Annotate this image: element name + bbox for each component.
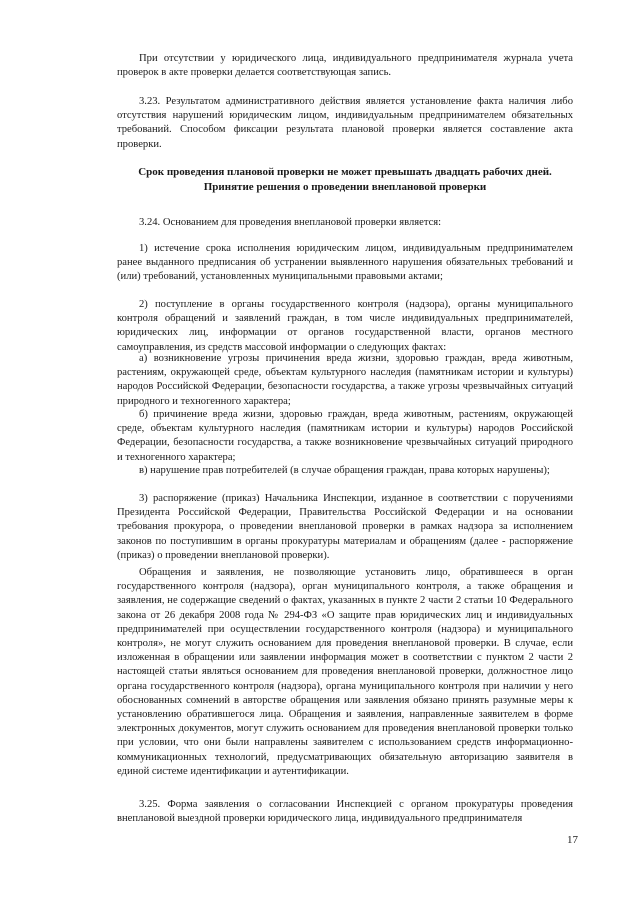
paragraph-3-24: 3.24. Основанием для проведения внеплановой проверки является: [139,217,442,228]
section-heading: Срок проведения плановой проверки не может превышать двадцать рабочих дней. Принятие решения о проведении внеплановой проверки [138,166,552,193]
paragraph-item-2a: а) возникновение угрозы причинения вреда жизни, здоровью граждан, вреда животным, растениям, окружающей среде, объектам культурного наследия (памятникам истории и культуры) народов Российской Федерации, безопасности государства, а также угрозы чрезвычайных ситуаций природного и техногенного характера; [117,353,573,407]
paragraph-item-2b: б) причинение вреда жизни, здоровью граждан, вреда животным, растениям, окружающей среде, объектам культурного наследия (памятникам истории и культуры) народов Российской Федерации, безопасности государства, а также возникновение чрезвычайных ситуаций природного и техногенного характера; [117,409,573,463]
paragraph-item-1: 1) истечение срока исполнения юридическим лицом, индивидуальным предпринимателем ранее выданного предписания об устранении выявленного нарушения обязательных требований и (или) требований, установленных муниципальными правовыми актами; [117,243,573,283]
paragraph-3-23: 3.23. Результатом административного действия является установление факта наличия либо отсутствия нарушений юридическим лицом, индивидуальным предпринимателем обязательных требований. Способом фиксации результата плановой проверки является составление акта проверки. [117,96,573,150]
paragraph-3-25: 3.25. Форма заявления о согласовании Инспекцией с органом прокуратуры проведения внеплановой выездной проверки юридического лица, индивидуального предпринимателя [117,799,573,825]
paragraph-item-2c: в) нарушение прав потребителей (в случае обращения граждан, права которых нарушены); [139,465,550,476]
paragraph-journal-absence: При отсутствии у юридического лица, индивидуального предпринимателя журнала учета проверок в акте проверки делается соответствующая запись. [117,53,573,79]
paragraph-appeals: Обращения и заявления, не позволяющие установить лицо, обратившееся в орган государственного контроля (надзора), орган муниципального контроля, а также обращения и заявления, не содержащие сведений о фактах, указанных в пункте 2 части 2 статьи 10 Федерального закона от 26 декабря 2008 года № 294-ФЗ «О защите прав юридических лиц и индивидуальных предпринимателей при осуществлении государственного контроля (надзора) и муниципального контроля», не могут служить основанием для проведения внеплановой проверки. В случае, если изложенная в обращении или заявлении информация может в соответствии с пунктом 2 части 2 настоящей статьи являться основанием для проведения внеплановой проверки, должностное лицо органа государственного контроля (надзора), органа муниципального контроля при наличии у него обоснованных сомнений в авторстве обращения или заявления обязано принять разумные меры к установлению обратившегося лица. Обращения и заявления, направленные заявителем в форме электронных документов, могут служить основанием для проведения внеплановой проверки только при условии, что они были направлены заявителем с использованием средств информационно-коммуникационных технологий, предусматривающих обязательную авторизацию заявителя в единой системе идентификации и аутентификации. [117,567,573,777]
paragraph-item-2: 2) поступление в органы государственного контроля (надзора), органы муниципального контроля обращений и заявлений граждан, в том числе индивидуальных предпринимателей, юридических лиц, информации от органов государственной власти, органов местного самоуправления, из средств массовой информации о следующих фактах: [117,299,573,353]
page-number: 17 [567,834,578,846]
paragraph-item-3: 3) распоряжение (приказ) Начальника Инспекции, изданное в соответствии с поручениями Президента Российской Федерации, Правительства Российской Федерации и на основании требования прокурора, о проведении внеплановой проверки в рамках надзора за исполнением законов по поступившим в органы прокуратуры материалам и обращениям (далее - распоряжение (приказ) о проведении внеплановой проверки). [117,493,573,561]
